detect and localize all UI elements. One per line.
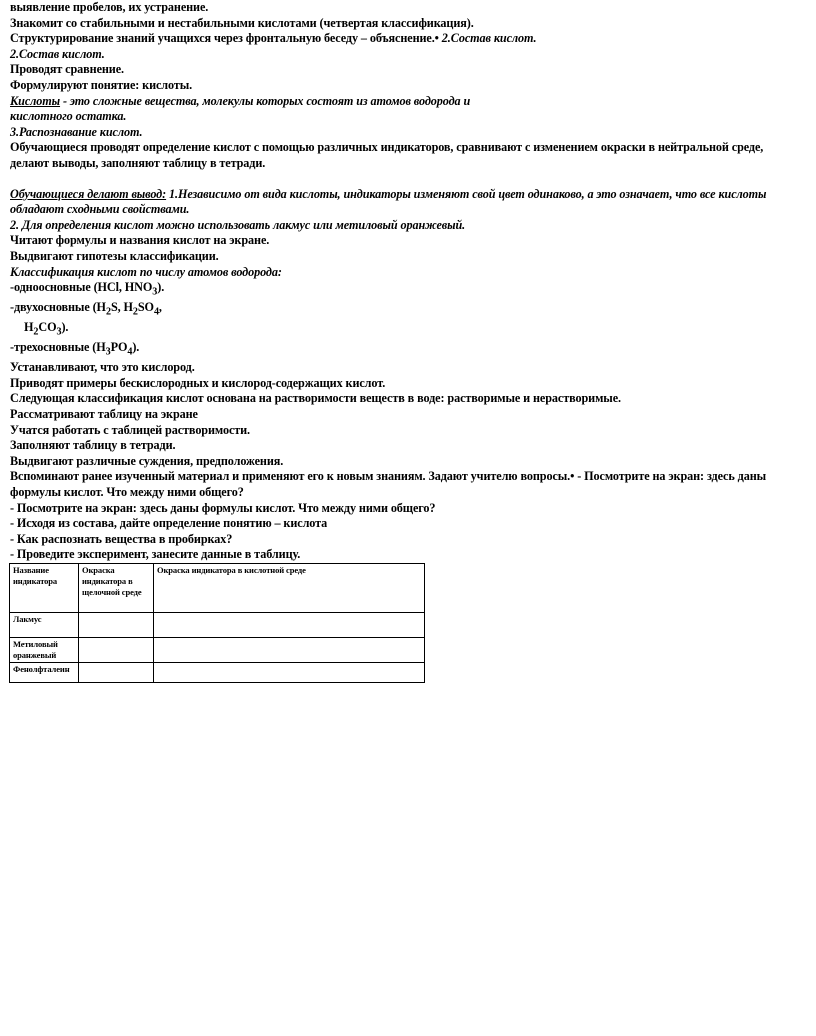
subscript: 2 [132, 306, 138, 318]
formula-tail: ). [61, 320, 69, 335]
formula-part: SO [137, 300, 154, 315]
tribasic-span: -трехосновные (H [10, 340, 106, 355]
table-cell-acidic [154, 662, 425, 682]
text-line: 2. Для определения кислот можно использовать лакмус или метиловый оранжевый. [10, 217, 466, 232]
formula-part: H [24, 320, 34, 335]
text-line: Рассматривают таблицу на экране [10, 407, 198, 421]
formula-tail: , [158, 300, 162, 315]
conclusion-label: Обучающиеся делают вывод: [10, 186, 167, 201]
table-row [10, 662, 425, 682]
table-header-cell: Окраска индикатора в кислотной среде [154, 563, 425, 612]
text-line [10, 320, 800, 340]
table-header-cell: Название индикатора [10, 563, 79, 612]
text-line: Знакомит со стабильными и нестабильными кислотами (четвертая классификация). [10, 15, 474, 30]
text-line: Формулируют понятие: кислоты. [10, 77, 193, 92]
formula-tail: ). [132, 340, 140, 355]
table-cell-indicator: Фенолфталеин [10, 662, 79, 682]
subscript: 3 [152, 286, 158, 298]
text-line: Учатся работать с таблицей растворимости. [10, 422, 251, 437]
text-line: Заполняют таблицу в тетради. [10, 438, 176, 453]
subscript: 4 [153, 306, 159, 318]
text-line [10, 300, 800, 320]
formula-part: S, H [110, 300, 133, 315]
bullet-glyph: • [570, 469, 575, 484]
text-line: кислотного остатка. [10, 109, 127, 124]
indicator-table [9, 563, 425, 683]
text-line-span: Структурирование знаний учащихся через фронтальную беседу – объяснение. [10, 31, 435, 46]
table-cell-acidic [154, 612, 425, 637]
table-header-row [10, 563, 425, 612]
table-cell-alkaline [79, 637, 154, 662]
text-line: - Исходя из состава, дайте определение понятию – кислота [10, 516, 328, 531]
subscript: 2 [105, 306, 111, 318]
text-line: 2.Состав кислот. [10, 46, 105, 61]
text-line: Устанавливают, что это кислород. [10, 360, 195, 375]
document-body [10, 0, 800, 683]
formula-part: CO [38, 320, 57, 335]
text-line: - Проведите эксперимент, занесите данные в таблицу. [10, 547, 301, 562]
text-line: Приводят примеры бескислородных и кислород-содержащих кислот. [10, 375, 386, 390]
text-line: выявление пробелов, их устранение. [10, 0, 209, 14]
formula-tail: ). [157, 280, 165, 295]
definition-span: - это сложные вещества, молекулы которых состоят из атомов водорода и [63, 93, 471, 108]
conclusion-text: 1.Независимо от вида кислоты, индикаторы изменяют свой цвет одинаково, а это означает, что все кислоты обладают сходными свойствами. [10, 186, 767, 217]
text-line: Читают формулы и названия кислот на экране. [10, 233, 270, 248]
subscript: 3 [56, 326, 62, 338]
text-line [10, 94, 800, 110]
formula-part: PO [110, 340, 128, 355]
bullet-glyph: • [434, 31, 439, 46]
table-cell-acidic [154, 637, 425, 662]
text-line: - Как распознать вещества в пробирках? [10, 531, 233, 546]
text-line [10, 469, 800, 500]
text-line [10, 280, 800, 300]
spacer [10, 172, 800, 187]
monobasic-span: -одноосновные (HCl, HNO [10, 280, 153, 295]
table-row [10, 612, 425, 637]
text-line: Выдвигают гипотезы классификации. [10, 248, 219, 263]
table-cell-indicator: Лакмус [10, 612, 79, 637]
table-cell-alkaline [79, 612, 154, 637]
text-line: Выдвигают различные суждения, предположения. [10, 453, 284, 468]
text-line: Классификация кислот по числу атомов водорода: [10, 264, 282, 279]
text-line: - Посмотрите на экран: здесь даны формулы кислот. Что между ними общего? [10, 500, 436, 515]
subscript: 4 [127, 346, 133, 358]
text-line-italic-span: 2.Состав кислот. [441, 31, 537, 46]
text-line: Обучающиеся проводят определение кислот с помощью различных индикаторов, сравнивают с изменением окраски в нейтральной среде, делают выводы, заполняют таблицу в тетради. [10, 140, 764, 170]
text-line-span: Вспоминают ранее изученный материал и применяют его к новым знаниям. Задают учителю вопросы. [10, 469, 571, 484]
question-span: - Посмотрите на экран: здесь даны формулы кислот. Что между ними общего? [10, 469, 767, 499]
table-row [10, 637, 425, 662]
subscript: 3 [105, 346, 111, 358]
table-header-cell: Окраска индикатора в щелочной среде [79, 563, 154, 612]
text-line [10, 340, 800, 360]
term-acids: Кислоты [10, 93, 61, 108]
text-line: 3.Распознавание кислот. [10, 124, 143, 139]
table-cell-indicator: Метиловый оранжевый [10, 637, 79, 662]
text-line [10, 31, 800, 47]
text-line: Следующая классификация кислот основана на растворимости веществ в воде: растворимые и нерастворимые. [10, 391, 621, 406]
table-cell-alkaline [79, 662, 154, 682]
text-line [10, 187, 800, 218]
text-line: Проводят сравнение. [10, 62, 124, 77]
dibasic-span: -двухосновные (H [10, 300, 106, 315]
subscript: 2 [33, 326, 39, 338]
